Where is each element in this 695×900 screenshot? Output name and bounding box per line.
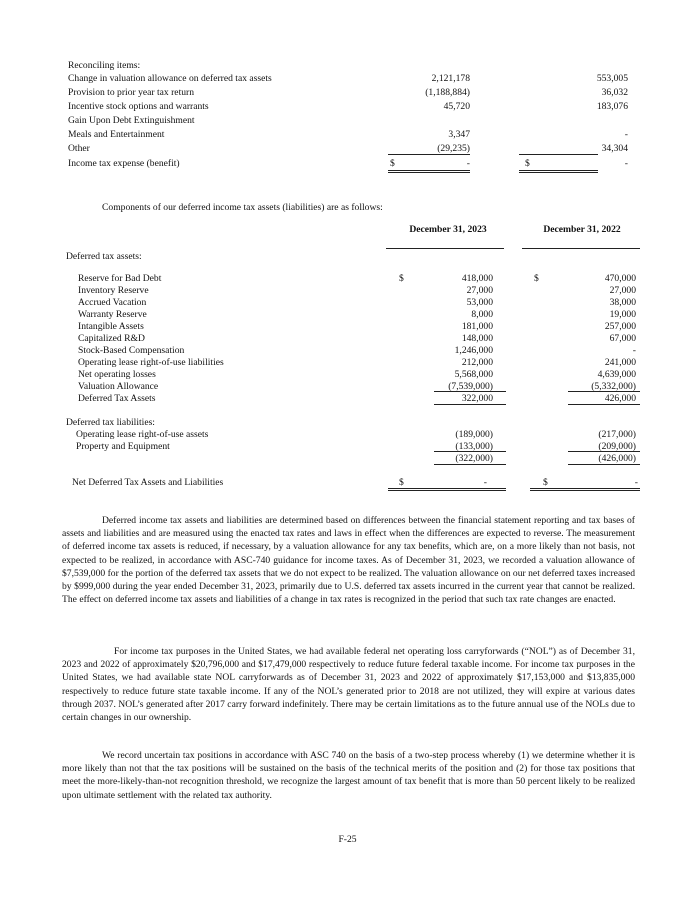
total-rule — [388, 172, 470, 173]
value-2022: (209,000) — [598, 441, 636, 452]
components-intro: Components of our deferred income tax assets (liabilities) are as follows: — [102, 202, 383, 213]
row-label: Intangible Assets — [78, 321, 144, 332]
row-label: Warranty Reserve — [78, 309, 147, 320]
deferred-asset-row — [78, 308, 640, 320]
value-2022: 470,000 — [604, 273, 636, 284]
value-2023: (7,539,000) — [448, 381, 493, 392]
value-2022: 553,005 — [596, 73, 628, 84]
deferred-asset-row — [78, 320, 640, 332]
row-label: Gain Upon Debt Extinguishment — [68, 115, 195, 126]
value-2022: - — [634, 477, 638, 488]
value-2022: (426,000) — [598, 453, 636, 464]
deferred-asset-row — [78, 272, 640, 284]
value-2022: 426,000 — [604, 393, 636, 404]
value-2022: - — [624, 129, 628, 140]
row-label: Net Deferred Tax Assets and Liabilities — [72, 477, 224, 488]
value-2023: (29,235) — [437, 143, 470, 154]
value-2023: (322,000) — [455, 453, 493, 464]
value-2022: 67,000 — [609, 333, 636, 344]
row-label: Incentive stock options and warrants — [68, 101, 209, 112]
currency-symbol: $ — [525, 158, 530, 169]
row-label: Change in valuation allowance on deferred tax assets — [68, 73, 272, 84]
row-label: Reserve for Bad Debt — [78, 273, 162, 284]
value-2022: - — [624, 158, 628, 169]
value-2023: (133,000) — [455, 441, 493, 452]
nol-paragraph: For income tax purposes in the United States, we had available federal net operating loss carryforwards (“NOL”) as of December 31, 2023 and 2022 of approximately $20,796,000 and $17,479,000 respectively to reduce future federal taxable income. For income tax purposes in the United States, we had available state NOL carryforwards as of December 31, 2023 and 2022 of approximately $17,153,000 and $13,835,000 respectively to reduce future state taxable income. If any of the NOL’s generated prior to 2018 are not utilized, they will expire at various dates through 2037. NOL’s generated after 2017 carry forward indefinitely. There may be certain limitations as to the future annual use of the NOLs due to certain changes in our ownership. — [62, 646, 635, 724]
row-label: Provision to prior year tax return — [68, 87, 195, 98]
total-rule — [519, 172, 598, 173]
currency-symbol: $ — [390, 158, 395, 169]
currency-symbol: $ — [399, 477, 404, 488]
total-rule — [388, 170, 470, 171]
total-rule — [530, 490, 640, 491]
row-label: Other — [68, 143, 90, 154]
total-rule — [388, 490, 506, 491]
page-number: F-25 — [338, 834, 357, 845]
value-2022: 257,000 — [604, 321, 636, 332]
row-label: Valuation Allowance — [78, 381, 159, 392]
reconciling-row — [68, 114, 628, 127]
value-2023: 2,121,178 — [431, 73, 470, 84]
row-label: Operating lease right-of-use assets — [76, 429, 209, 440]
value-2023: 322,000 — [461, 393, 493, 404]
deferred-asset-row — [78, 296, 640, 308]
total-rule — [388, 488, 506, 489]
value-2022: 4,639,000 — [597, 369, 636, 380]
reconciling-header: Reconciling items: — [68, 60, 141, 71]
value-2023: 5,568,000 — [454, 369, 493, 380]
value-2022: 241,000 — [604, 357, 636, 368]
deferred-assets-label: Deferred tax assets: — [66, 251, 142, 262]
value-2023: - — [483, 477, 487, 488]
reconciling-row — [68, 100, 628, 113]
deferred-asset-total-row — [78, 392, 640, 404]
subtotal-rule — [568, 464, 640, 465]
value-2022: (217,000) — [598, 429, 636, 440]
value-2023: 27,000 — [466, 285, 493, 296]
deferred-asset-row — [78, 284, 640, 296]
value-2022: 27,000 — [609, 285, 636, 296]
net-deferred-row — [72, 476, 640, 488]
value-2023: (189,000) — [455, 429, 493, 440]
value-2023: 8,000 — [471, 309, 493, 320]
value-2022: 19,000 — [609, 309, 636, 320]
reconciling-row — [68, 72, 628, 85]
currency-symbol: $ — [543, 477, 548, 488]
row-label: Operating lease right-of-use liabilities — [78, 357, 224, 368]
value-2022: (5,332,000) — [591, 381, 636, 392]
row-label: Property and Equipment — [76, 441, 170, 452]
row-label: Inventory Reserve — [78, 285, 149, 296]
deferred-asset-row — [78, 380, 640, 392]
deferred-liability-total-row — [76, 452, 638, 464]
uncertain-tax-paragraph: We record uncertain tax positions in accordance with ASC 740 on the basis of a two-step process whereby (1) we determine whether it is more likely than not that the tax positions will be sustained on the basis of the technical merits of the position and (2) for those tax positions that meet the more-likely-than-not recognition threshold, we recognize the largest amount of tax benefit that is more than 50 percent likely to be realized upon ultimate settlement with the related tax authority. — [62, 750, 635, 801]
row-label: Accrued Vacation — [78, 297, 147, 308]
deferred-tax-paragraph: Deferred income tax assets and liabilities are determined based on differences between the financial statement reporting and tax bases of assets and liabilities and are measured using the enacted tax rates and laws in effect when the differences are expected to reverse. The measurement of deferred income tax assets is reduced, if necessary, by a valuation allowance for any tax benefits, which are, on a more likely than not basis, not expected to be realized, in accordance with ASC-740 guidance for income taxes. As of December 31, 2023, we recorded a valuation allowance of $7,539,000 for the portion of the deferred tax assets that we do not expect to be realized. The valuation allowance on our net deferred taxes increased by $999,000 during the year ended December 31, 2023, primarily due to U.S. deferred tax assets incurred in the current year that cannot be realized. The effect on deferred income tax assets and liabilities of a change in tax rates is recognized in the period that such tax rate changes are enacted. — [62, 515, 635, 606]
deferred-asset-row — [78, 356, 640, 368]
value-2023: 212,000 — [461, 357, 493, 368]
deferred-asset-row — [78, 344, 640, 356]
value-2023: 181,000 — [461, 321, 493, 332]
value-2023: 1,246,000 — [454, 345, 493, 356]
total-rule — [519, 170, 598, 171]
column-header-2023: December 31, 2023 — [409, 224, 487, 235]
value-2023: (1,188,884) — [425, 87, 470, 98]
header-rule — [386, 248, 504, 249]
deferred-liability-row — [76, 440, 638, 452]
deferred-asset-row — [78, 332, 640, 344]
value-2023: 53,000 — [466, 297, 493, 308]
value-2023: 3,347 — [448, 129, 470, 140]
currency-symbol: $ — [534, 273, 539, 284]
row-label: Meals and Entertainment — [68, 129, 165, 140]
value-2022: - — [632, 345, 636, 356]
value-2023: 418,000 — [461, 273, 493, 284]
value-2022: 183,076 — [596, 101, 628, 112]
row-label: Deferred Tax Assets — [78, 393, 156, 404]
total-rule — [530, 488, 640, 489]
value-2022: 36,032 — [601, 87, 628, 98]
subtotal-rule — [434, 404, 506, 405]
row-label: Capitalized R&D — [78, 333, 145, 344]
reconciling-row — [68, 128, 628, 141]
subtotal-rule — [519, 154, 598, 155]
reconciling-row — [68, 86, 628, 99]
currency-symbol: $ — [399, 273, 404, 284]
row-label: Net operating losses — [78, 369, 156, 380]
row-label: Income tax expense (benefit) — [68, 158, 180, 169]
deferred-liabilities-label: Deferred tax liabilities: — [66, 417, 155, 428]
header-rule — [522, 248, 640, 249]
value-2023: 148,000 — [461, 333, 493, 344]
subtotal-rule — [388, 154, 470, 155]
subtotal-rule — [434, 464, 506, 465]
value-2022: 34,304 — [601, 143, 628, 154]
deferred-liability-row — [76, 428, 638, 440]
value-2023: 45,720 — [443, 101, 470, 112]
value-2023: - — [466, 158, 470, 169]
column-header-2022: December 31, 2022 — [543, 224, 621, 235]
value-2022: 38,000 — [609, 297, 636, 308]
subtotal-rule — [568, 404, 640, 405]
reconciling-total-row — [68, 157, 628, 170]
row-label: Stock-Based Compensation — [78, 345, 185, 356]
deferred-asset-row — [78, 368, 640, 380]
